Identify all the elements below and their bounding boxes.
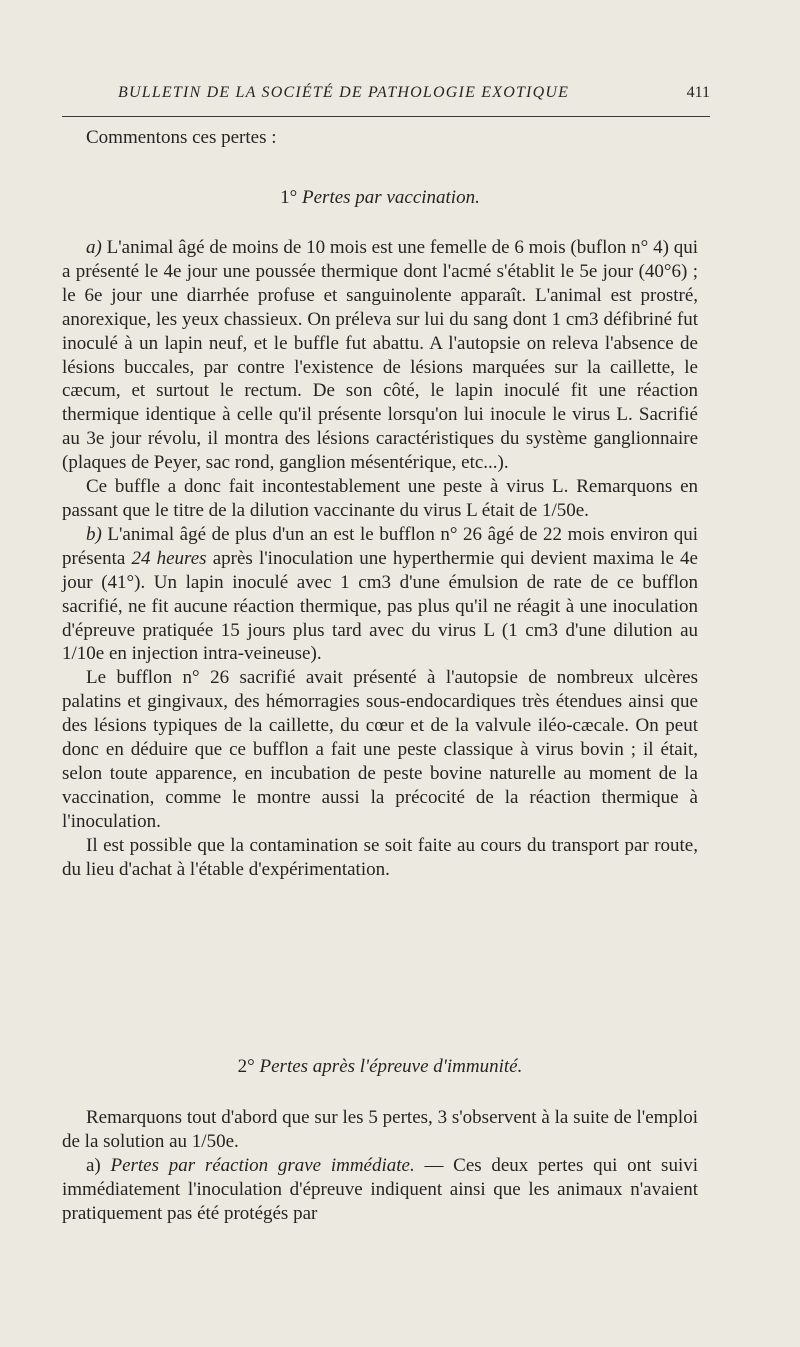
page-number: 411: [686, 84, 710, 101]
section-1-title: Pertes par vaccination.: [302, 187, 480, 208]
section-1-body: [62, 236, 698, 881]
paragraph-a-conclusion: Ce buffle a donc fait incontestablement une peste à virus L. Remarquons en passant que le titre de la dilution vaccinante du virus L était de 1/50e.: [62, 476, 698, 521]
section-2-number: 2°: [237, 1056, 260, 1077]
header-rule: [62, 116, 710, 117]
intro-block: [62, 126, 698, 150]
paragraph-b-contamination: Il est possible que la contamination se soit faite au cours du transport par route, du lieu d'achat à l'étable d'expérimentation.: [62, 834, 698, 880]
paragraph-b-italic: 24 heures: [131, 547, 207, 569]
paragraph-d-italic: Pertes par réaction grave immédiate.: [100, 1154, 415, 1176]
running-title: BULLETIN DE LA SOCIÉTÉ DE PATHOLOGIE EXOTIQUE: [118, 84, 570, 101]
paragraph-d-label: a): [86, 1154, 101, 1176]
paragraph-d-text: — Ces deux pertes qui ont suivi immédiatement l'inoculation d'épreuve indiquent ainsi que les animaux n'avaient pratiquement pas été protégés par: [62, 1154, 699, 1224]
paragraph-c: Remarquons tout d'abord que sur les 5 pertes, 3 s'observent à la suite de l'emploi de la solution au 1/50e.: [62, 1107, 698, 1152]
running-head: [118, 84, 710, 108]
paragraph-a-label: a): [86, 237, 102, 258]
section-heading-2: [62, 1056, 698, 1078]
paragraph-a: [62, 236, 698, 475]
paragraph-b-text-2: après l'inoculation une hyperthermie qui devient maxima le 4e jour (41°). Un lapin inoculé avec 1 cm3 d'une émulsion de rate de ce bufflon sacrifié, ne fit aucune réaction thermique, pas plus qu'il ne réagit à une inoculation d'épreuve pratiquée 15 jours plus tard avec du virus L (1 cm3 d'une dilution au 1/10e en injection intra-veineuse).: [62, 547, 698, 665]
section-heading-1: [62, 187, 698, 209]
paragraph-b-autopsy: Le bufflon n° 26 sacrifié avait présenté à l'autopsie de nombreux ulcères palatins et gingivaux, des hémorragies sous-endocardiques très étendues ainsi que des lésions typiques de la caillette, du cœur et de la valvule iléo-cæcale. On peut donc en déduire que ce bufflon a fait une peste classique à virus bovin ; il était, selon toute apparence, en incubation de peste bovine naturelle au moment de la vaccination, comme le montre aussi la précocité de la réaction thermique à l'inoculation.: [62, 667, 698, 832]
paragraph-b-label: b): [86, 523, 102, 545]
paragraph-a-text: L'animal âgé de moins de 10 mois est une femelle de 6 mois (buflon n° 4) qui a présenté le 4e jour une poussée thermique dont l'acmé s'établit le 5e jour (40°6) ; le 6e jour une diarrhée profuse et sanguinolente apparaît. L'animal est prostré, anorexique, les yeux chassieux. On préleva sur lui du sang dont 1 cm3 défibriné fut inoculé à un lapin neuf, et le buffle fut abattu. A l'autopsie on releva l'absence de lésions buccales, par contre l'existence de lésions marquées sur la caillette, le cæcum, et surtout le rectum. De son côté, le lapin inoculé fit une réaction thermique identique à celle qu'il présente lorsqu'on lui inocule le virus L. Sacrifié au 3e jour révolu, il montra des lésions caractéristiques du système ganglionnaire (plaques de Peyer, sac rond, ganglion mésentérique, etc...).: [62, 237, 698, 474]
paragraph-b: [62, 523, 698, 666]
section-2-body: [62, 1106, 698, 1226]
paragraph-b-text-1: L'animal âgé de plus d'un an est le bufflon n° 26 âgé de 22 mois environ qui présenta: [62, 523, 698, 569]
section-1-number: 1°: [280, 187, 303, 208]
section-2-title: Pertes après l'épreuve d'immunité.: [259, 1056, 523, 1077]
intro-line: Commentons ces pertes :: [86, 127, 277, 148]
paragraph-d: [62, 1154, 698, 1226]
